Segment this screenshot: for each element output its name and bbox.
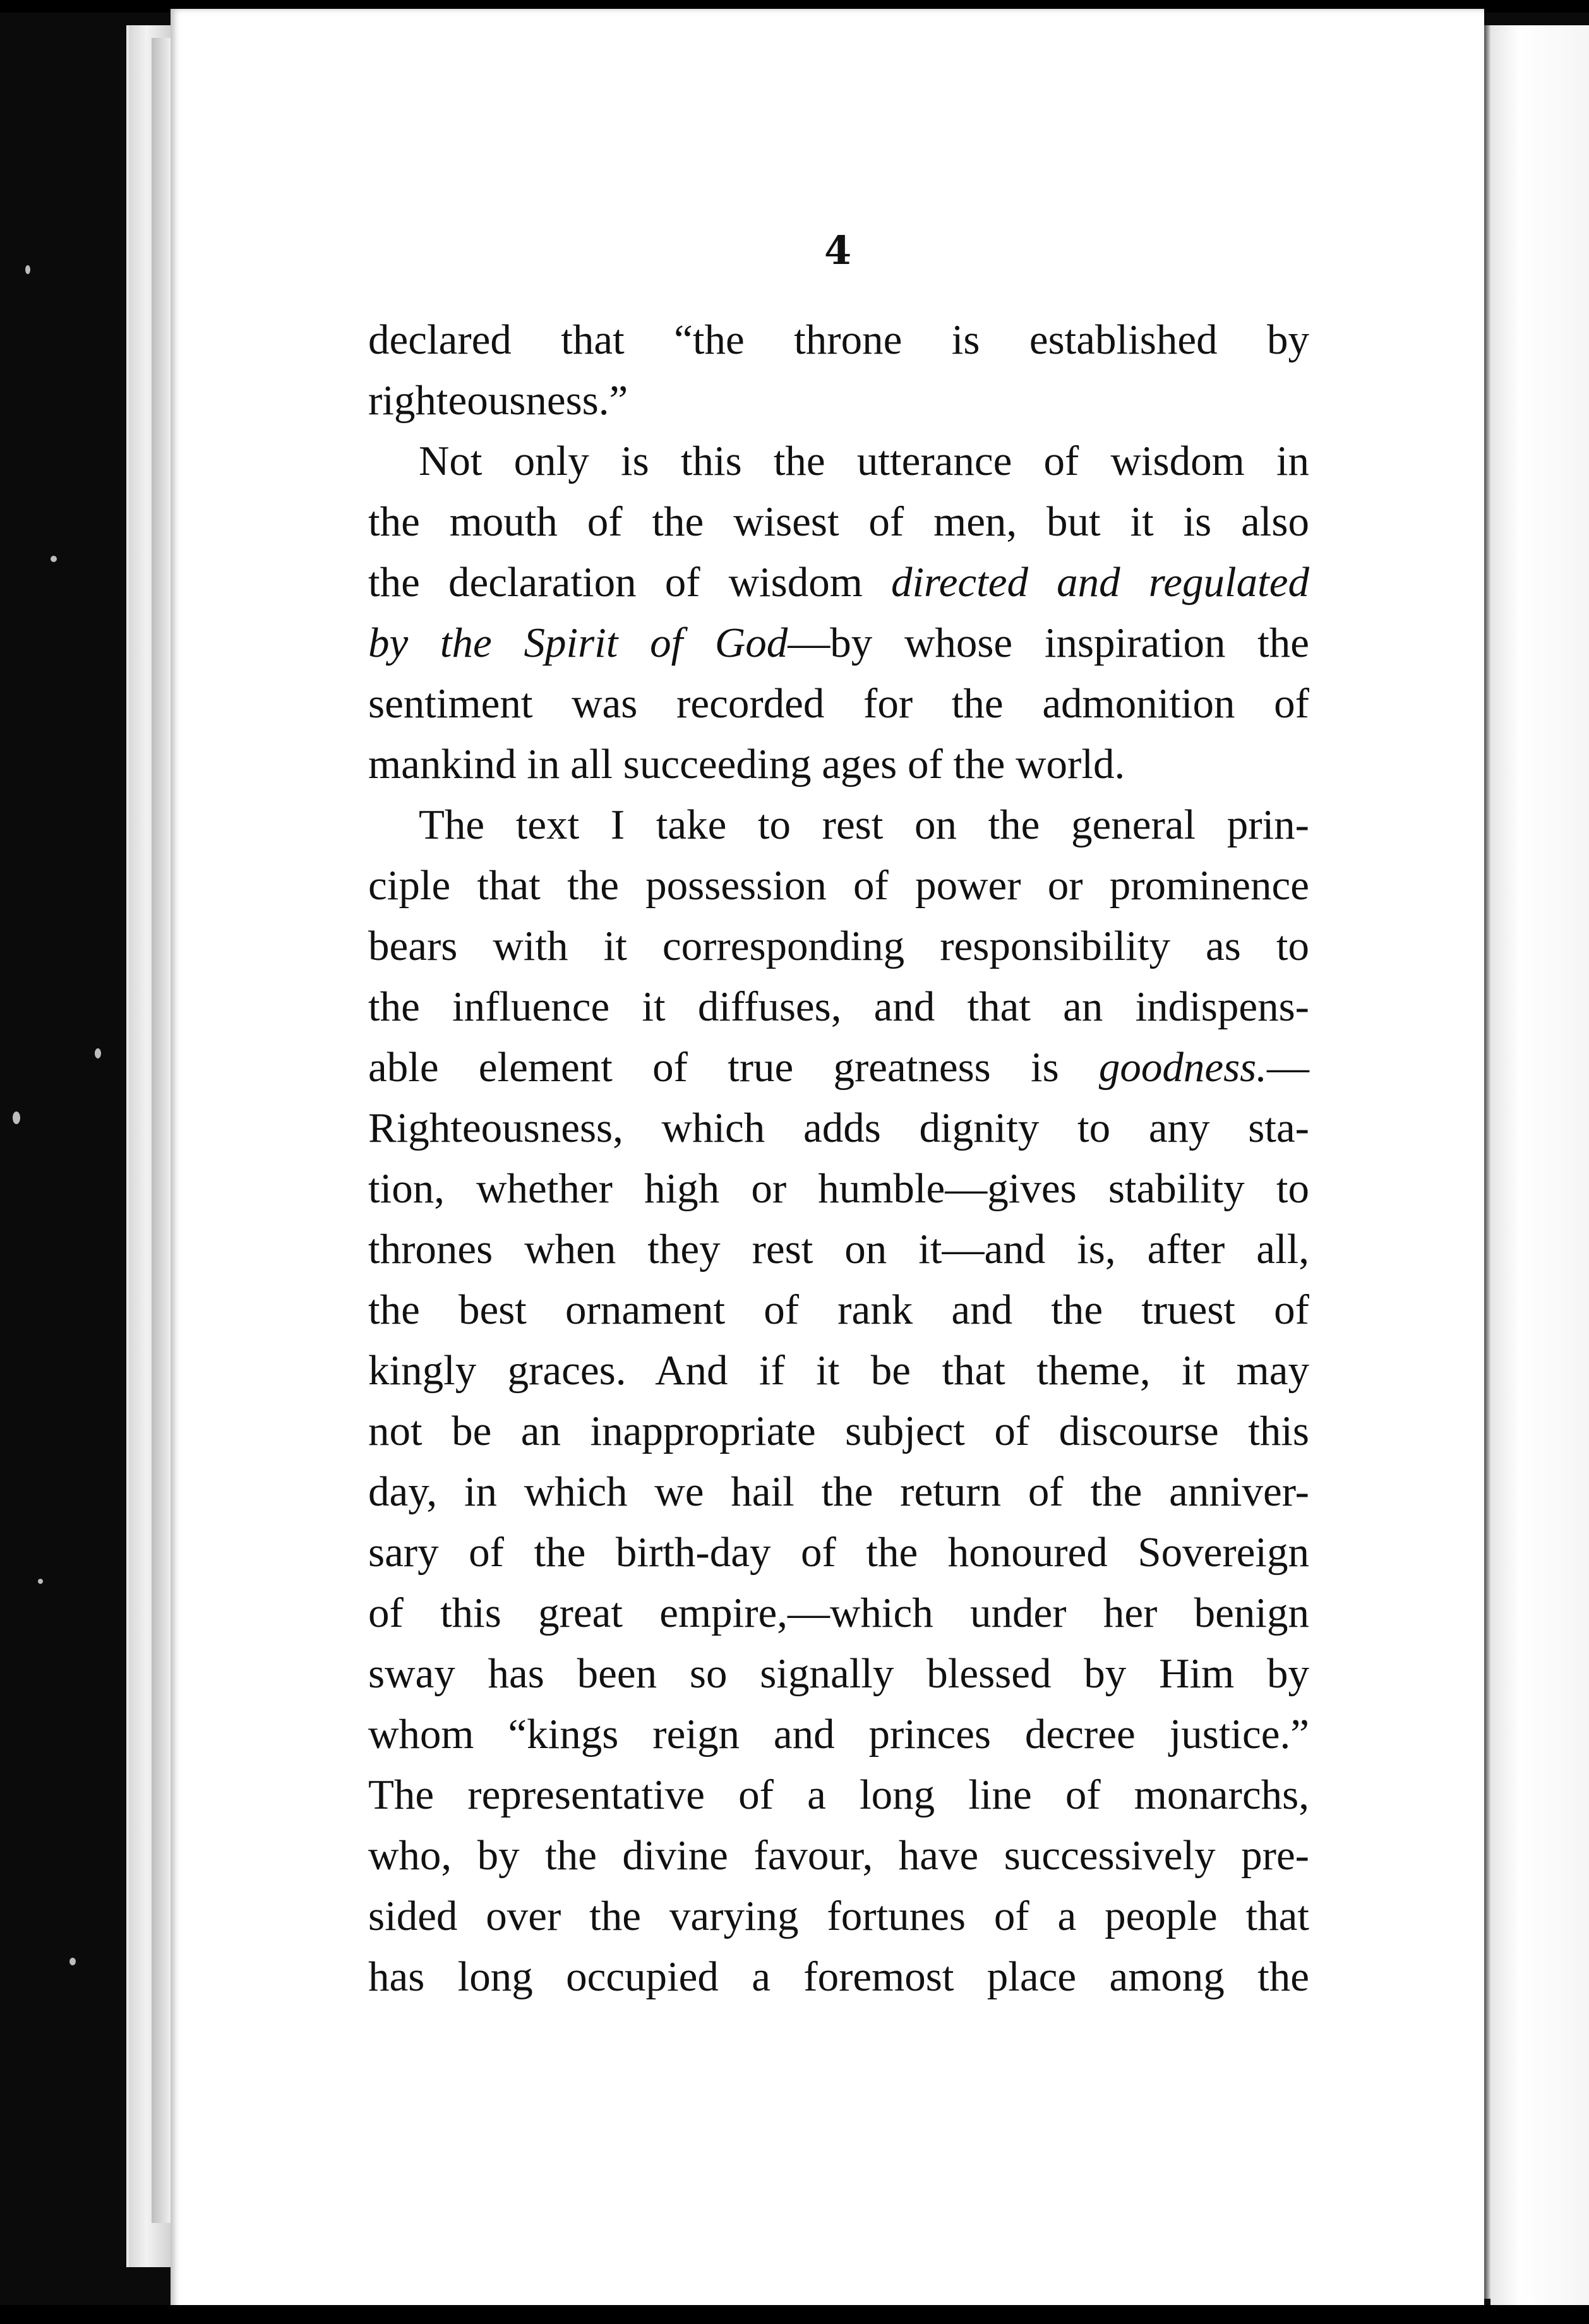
text-line: righteousness.” [368, 377, 628, 424]
text-line: sided over the varying fortunes of a people that [368, 1893, 1309, 1939]
italic-phrase: goodness. [1098, 1044, 1267, 1091]
text-line: the mouth of the wisest of men, but it is also [368, 498, 1309, 545]
text-line: The text I take to rest on the general prin- [419, 801, 1309, 848]
scan-speck [51, 556, 57, 562]
scan-speck [69, 1958, 76, 1965]
text-line: sary of the birth-day of the honoured Sovereign [368, 1529, 1309, 1576]
text-line: not be an inappropriate subject of discourse this [368, 1408, 1309, 1454]
text-line: day, in which we hail the return of the anniver- [368, 1468, 1309, 1515]
text-line: the declaration of wisdom directed and regulated [368, 559, 1309, 606]
text-line: Righteousness, which adds dignity to any sta- [368, 1105, 1309, 1151]
text-line: sentiment was recorded for the admonition of [368, 680, 1309, 727]
page-number: 4 [824, 227, 852, 273]
text-line: sway has been so signally blessed by Him by [368, 1650, 1309, 1697]
text-line: declared that “the throne is established by [368, 316, 1309, 363]
text-line: has long occupied a foremost place among the [368, 1953, 1309, 2000]
facing-page-edge [1490, 25, 1589, 2305]
scan-speck [95, 1048, 101, 1058]
text-line: of this great empire,—which under her benign [368, 1590, 1309, 1636]
text-line: ciple that the possession of power or prominence [368, 862, 1309, 909]
text-line: The representative of a long line of monarchs, [368, 1771, 1309, 1818]
text-line: thrones when they rest on it—and is, after all, [368, 1226, 1309, 1273]
text-line: whom “kings reign and princes decree justice.” [368, 1711, 1309, 1758]
scan-speck [25, 265, 30, 274]
text-line: tion, whether high or humble—gives stability to [368, 1165, 1309, 1212]
italic-phrase: by the Spirit of God [368, 620, 788, 666]
body-text [368, 309, 1309, 2007]
scan-frame-bottom [0, 2305, 1589, 2324]
text-line: Not only is this the utterance of wisdom in [419, 438, 1309, 484]
scan-speck [38, 1579, 43, 1584]
italic-phrase: directed and regulated [890, 559, 1309, 606]
text-line: able element of true greatness is goodness.— [368, 1044, 1309, 1091]
text-line: mankind in all succeeding ages of the world. [368, 741, 1125, 788]
scan-speck [13, 1111, 20, 1124]
text-line: by the Spirit of God—by whose inspiration the [368, 620, 1309, 666]
text-line: the influence it diffuses, and that an indispens- [368, 983, 1309, 1030]
text-line: who, by the divine favour, have successively pre- [368, 1832, 1309, 1879]
text-line: bears with it corresponding responsibility as to [368, 923, 1309, 969]
text-line: the best ornament of rank and the truest of [368, 1286, 1309, 1333]
left-page-edge-shadow [152, 38, 171, 2223]
text-line: kingly graces. And if it be that theme, it may [368, 1347, 1309, 1394]
